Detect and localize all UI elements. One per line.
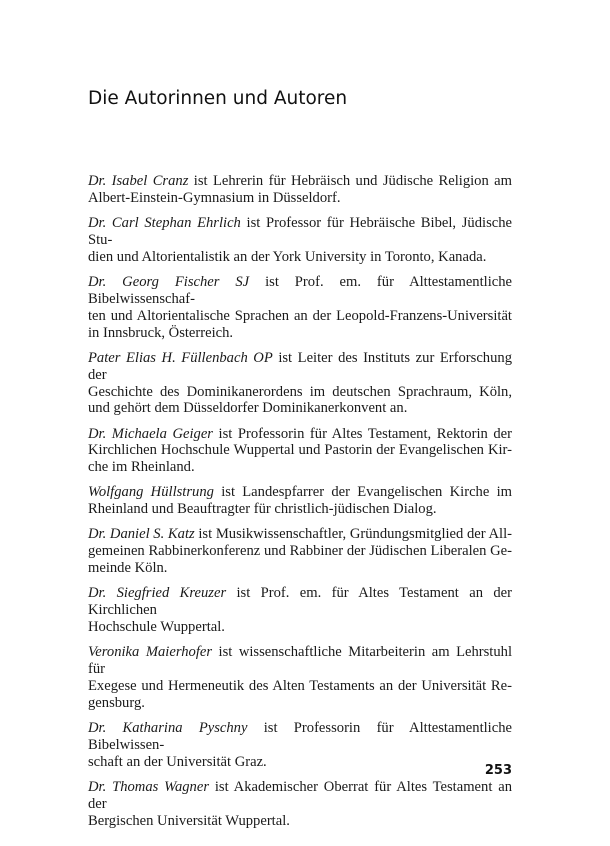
author-description: ten und Altorientalische Sprachen an der Leopold-Franzens-Universität — [88, 307, 512, 324]
author-description: ist Professor für Hebräische Bibel, Jüdische Stu- — [88, 215, 513, 248]
entry-line — [88, 249, 512, 266]
entry-line — [88, 173, 512, 190]
author-name: Dr. Katharina Pyschny — [88, 720, 248, 737]
author-description: che im Rheinland. — [88, 459, 195, 476]
author-description: gensburg. — [88, 694, 145, 711]
entry-line — [88, 215, 512, 249]
author-name: Wolfgang Hüllstrung — [88, 484, 214, 501]
author-description: in Innsbruck, Österreich. — [88, 324, 234, 341]
author-name: Dr. Michaela Geiger — [88, 425, 213, 442]
author-description: Albert-Einstein-Gymnasium in Düsseldorf. — [88, 189, 341, 206]
author-description: meinde Köln. — [88, 560, 168, 577]
author-name: Dr. Thomas Wagner — [88, 778, 210, 795]
author-description: Hochschule Wuppertal. — [88, 619, 225, 636]
author-name: Veronika Maierhofer — [88, 644, 213, 661]
author-name: Pater Elias H. Füllenbach OP — [88, 349, 273, 366]
author-description: schaft an der Universität Graz. — [88, 753, 267, 770]
author-description: ist Lehrerin für Hebräisch und Jüdische Religion am — [188, 173, 512, 189]
author-name: Dr. Daniel S. Katz — [88, 526, 195, 543]
author-entry — [88, 484, 512, 518]
entry-line — [88, 400, 512, 417]
entry-line — [88, 619, 512, 636]
author-list — [88, 173, 512, 838]
author-entry — [88, 426, 512, 477]
author-description: gemeinen Rabbinerkonferenz und Rabbiner der Jüdischen Liberalen Ge- — [88, 543, 512, 560]
entry-line — [88, 274, 512, 308]
page-number: 253 — [484, 763, 512, 778]
entry-line — [88, 560, 512, 577]
entry-line — [88, 754, 512, 771]
entry-line — [88, 585, 512, 619]
author-description: ist wissenschaftliche Mitarbeiterin am Lehrstuhl für — [88, 644, 512, 678]
entry-line — [88, 459, 512, 476]
author-description: dien und Altorientalistik an der York University in Toronto, Kanada. — [88, 248, 487, 265]
author-entry — [88, 585, 512, 636]
entry-line — [88, 678, 512, 695]
author-description: Geschichte des Dominikanerordens im deutschen Sprachraum, Köln, — [88, 383, 512, 400]
author-description: und gehört dem Düsseldorfer Dominikanerkonvent an. — [88, 400, 408, 417]
author-entry — [88, 350, 512, 418]
page-title: Die Autorinnen und Autoren — [88, 88, 348, 109]
entry-line — [88, 484, 512, 501]
author-description: ist Professorin für Alttestamentliche Bibelwissen- — [88, 720, 512, 753]
author-name: Dr. Carl Stephan Ehrlich — [88, 215, 241, 231]
entry-line — [88, 720, 512, 754]
author-entry — [88, 173, 512, 207]
author-description: ist Musikwissenschaftler, Gründungsmitglied der All- — [194, 526, 513, 543]
author-description: Bergischen Universität Wuppertal. — [88, 812, 290, 829]
entry-line — [88, 543, 512, 560]
author-name: Dr. Siegfried Kreuzer — [88, 585, 227, 602]
author-description: ist Prof. em. für Alttestamentliche Bibelwissenschaf- — [88, 273, 513, 307]
entry-line — [88, 325, 512, 342]
author-description: ist Landespfarrer der Evangelischen Kirche im — [213, 484, 513, 501]
author-description: ist Leiter des Instituts zur Erforschung der — [88, 349, 512, 383]
author-description: Rheinland und Beauftragter für christlich-jüdischen Dialog. — [88, 501, 437, 518]
entry-line — [88, 442, 512, 459]
entry-line — [88, 190, 512, 207]
author-entry — [88, 215, 512, 266]
entry-line — [88, 644, 512, 678]
author-entry — [88, 644, 512, 712]
author-description: Exegese und Hermeneutik des Alten Testaments an der Universität Re- — [88, 678, 512, 695]
entry-line — [88, 308, 512, 325]
author-description: Kirchlichen Hochschule Wuppertal und Pastorin der Evangelischen Kir- — [88, 442, 512, 459]
author-entry — [88, 274, 512, 342]
entry-line — [88, 426, 512, 443]
entry-line — [88, 779, 512, 813]
entry-line — [88, 350, 512, 384]
author-name: Dr. Georg Fischer SJ — [88, 273, 250, 290]
entry-line — [88, 695, 512, 712]
author-entry — [88, 526, 512, 577]
author-description: ist Professorin für Altes Testament, Rektorin der — [213, 425, 512, 442]
author-description: ist Prof. em. für Altes Testament an der Kirchlichen — [88, 585, 512, 619]
author-name: Dr. Isabel Cranz — [88, 173, 189, 189]
author-description: ist Akademischer Oberrat für Altes Testament an der — [88, 778, 512, 812]
author-entry — [88, 720, 512, 771]
entry-line — [88, 501, 512, 518]
entry-line — [88, 813, 512, 830]
entry-line — [88, 526, 512, 543]
author-entry — [88, 779, 512, 830]
entry-line — [88, 384, 512, 401]
